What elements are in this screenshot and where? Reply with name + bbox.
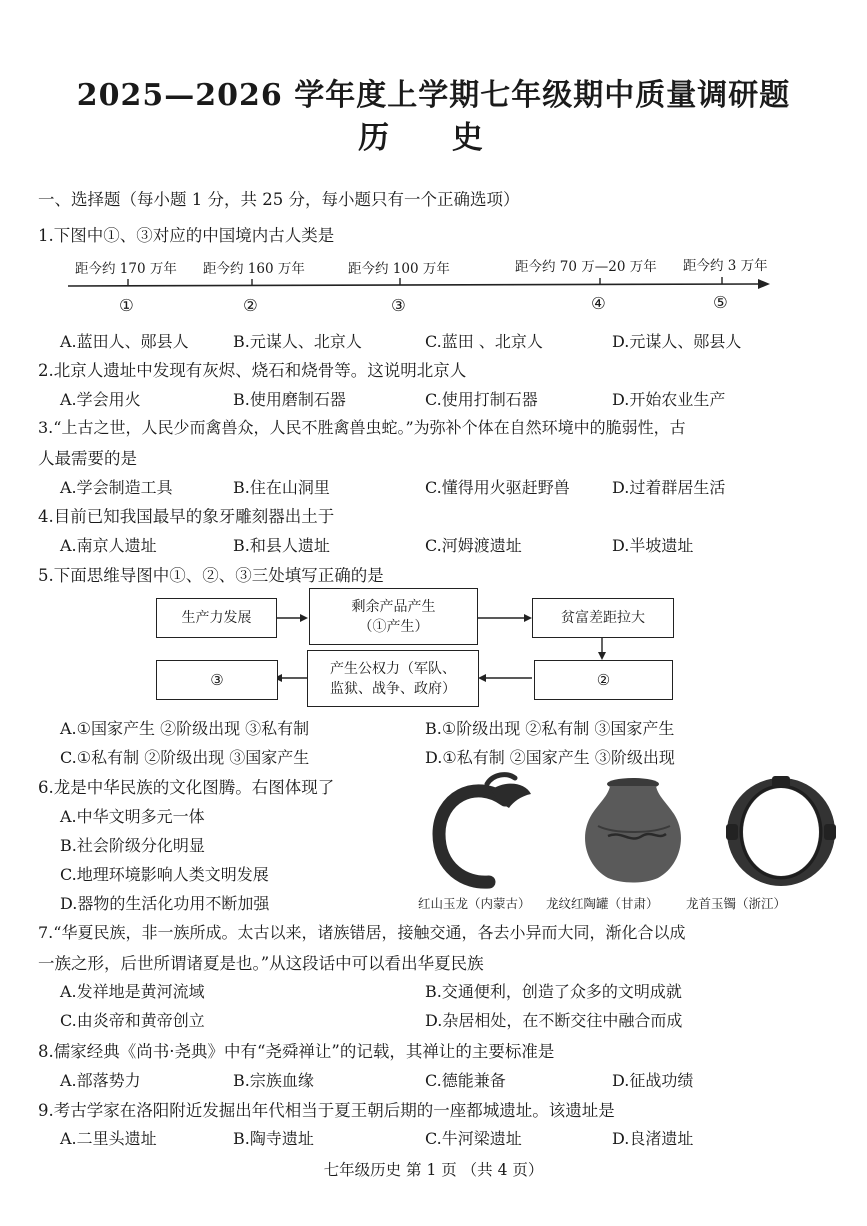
q3-option-c[interactable]: C.懂得用火驱赶野兽 — [425, 478, 570, 497]
question-3-stem-line1: 3.“上古之世，人民少而禽兽众，人民不胜禽兽虫蛇。”为弥补个体在自然环境中的脆弱性，古 — [38, 418, 686, 437]
q9-option-d[interactable]: D.良渚遗址 — [612, 1129, 694, 1148]
timeline-marker-5: ⑤ — [713, 293, 728, 312]
page-footer: 七年级历史 第 1 页 （共 4 页） — [323, 1161, 544, 1179]
q7-option-c[interactable]: C.由炎帝和黄帝创立 — [60, 1011, 205, 1030]
question-6-stem: 6.龙是中华民族的文化图腾。右图体现了 — [38, 778, 335, 797]
timeline-label-4: 距今约 70 万—20 万年 — [515, 259, 657, 275]
timeline-axis — [60, 276, 780, 296]
q8-option-b[interactable]: B.宗族血缘 — [233, 1071, 314, 1090]
q1-option-c[interactable]: C.蓝田 、北京人 — [425, 332, 543, 351]
q7-option-a[interactable]: A.发祥地是黄河流域 — [60, 982, 205, 1001]
timeline-label-3: 距今约 100 万年 — [348, 261, 450, 277]
q5-option-a[interactable]: A.①国家产生 ②阶级出现 ③私有制 — [60, 719, 310, 738]
q2-option-a[interactable]: A.学会用火 — [60, 390, 141, 409]
q9-option-b[interactable]: B.陶寺遗址 — [233, 1129, 314, 1148]
q3-option-b[interactable]: B.住在山洞里 — [233, 478, 330, 497]
q2-option-b[interactable]: B.使用磨制石器 — [233, 390, 346, 409]
subject-title: 历 史 — [358, 120, 509, 156]
timeline-marker-2: ② — [243, 296, 258, 315]
q6-option-a[interactable]: A.中华文明多元一体 — [60, 807, 205, 826]
mindmap-box-productivity: 生产力发展 — [156, 598, 277, 638]
question-4-stem: 4.目前已知我国最早的象牙雕刻器出土于 — [38, 507, 335, 526]
dragon-head-bracelet-image — [722, 774, 840, 890]
q6-option-c[interactable]: C.地理环境影响人类文明发展 — [60, 865, 269, 884]
q9-option-c[interactable]: C.牛河梁遗址 — [425, 1129, 522, 1148]
mindmap-box-public-power: 产生公权力（军队、 监狱、战争、政府） — [307, 650, 479, 707]
q7-option-b[interactable]: B.交通便利，创造了众多的文明成就 — [425, 982, 682, 1001]
timeline-label-1: 距今约 170 万年 — [75, 261, 177, 277]
q3-option-d[interactable]: D.过着群居生活 — [612, 478, 726, 497]
q4-option-c[interactable]: C.河姆渡遗址 — [425, 536, 522, 555]
question-7-stem-line1: 7.“华夏民族，非一族所成。太古以来，诸族错居，接触交通，各去小异而大同，渐化合以成 — [38, 923, 686, 942]
timeline-marker-1: ① — [119, 296, 134, 315]
question-1-stem: 1.下图中①、③对应的中国境内古人类是 — [38, 226, 335, 245]
q5-option-b[interactable]: B.①阶级出现 ②私有制 ③国家产生 — [425, 719, 675, 738]
q4-option-d[interactable]: D.半坡遗址 — [612, 536, 694, 555]
mindmap-box-2: ② — [534, 660, 673, 700]
question-7-stem-line2: 一族之形，后世所谓诸夏是也。”从这段话中可以看出华夏民族 — [38, 954, 484, 973]
q1-option-a[interactable]: A.蓝田人、郧县人 — [60, 332, 189, 351]
exam-title: 2025—2026 学年度上学期七年级期中质量调研题 — [76, 78, 791, 113]
question-3-stem-line2: 人最需要的是 — [38, 449, 137, 468]
q2-option-d[interactable]: D.开始农业生产 — [612, 390, 726, 409]
q8-option-d[interactable]: D.征战功绩 — [612, 1071, 694, 1090]
q5-option-c[interactable]: C.①私有制 ②阶级出现 ③国家产生 — [60, 748, 310, 767]
q3-option-a[interactable]: A.学会制造工具 — [60, 478, 173, 497]
image-caption-jade-dragon: 红山玉龙（内蒙古） — [418, 896, 531, 911]
q8-option-a[interactable]: A.部落势力 — [60, 1071, 141, 1090]
jade-dragon-image — [425, 772, 545, 890]
q6-option-d[interactable]: D.器物的生活化功用不断加强 — [60, 894, 270, 913]
image-caption-bracelet: 龙首玉镯（浙江） — [686, 896, 787, 911]
q8-option-c[interactable]: C.德能兼备 — [425, 1071, 506, 1090]
q4-option-b[interactable]: B.和县人遗址 — [233, 536, 330, 555]
question-9-stem: 9.考古学家在洛阳附近发掘出年代相当于夏王朝后期的一座都城遗址。该遗址是 — [38, 1101, 615, 1120]
image-caption-pottery-jar: 龙纹红陶罐（甘肃） — [546, 896, 659, 911]
q1-option-b[interactable]: B.元谋人、北京人 — [233, 332, 362, 351]
question-8-stem: 8.儒家经典《尚书·尧典》中有“尧舜禅让”的记载，其禅让的主要标准是 — [38, 1042, 555, 1061]
q6-option-b[interactable]: B.社会阶级分化明显 — [60, 836, 205, 855]
timeline-label-5: 距今约 3 万年 — [683, 258, 768, 274]
section-heading: 一、选择题（每小题 1 分，共 25 分，每小题只有一个正确选项） — [38, 190, 520, 209]
question-2-stem: 2.北京人遗址中发现有灰烬、烧石和烧骨等。这说明北京人 — [38, 361, 467, 380]
q1-option-d[interactable]: D.元谋人、郧县人 — [612, 332, 742, 351]
q9-option-a[interactable]: A.二里头遗址 — [60, 1129, 157, 1148]
timeline-marker-4: ④ — [591, 294, 606, 313]
mindmap-box-3: ③ — [156, 660, 278, 700]
q7-option-d[interactable]: D.杂居相处，在不断交往中融合而成 — [425, 1011, 683, 1030]
mindmap-box-surplus: 剩余产品产生 （①产生） — [309, 588, 478, 645]
question-5-stem: 5.下面思维导图中①、②、③三处填写正确的是 — [38, 566, 384, 585]
timeline-label-2: 距今约 160 万年 — [203, 261, 305, 277]
q2-option-c[interactable]: C.使用打制石器 — [425, 390, 538, 409]
dragon-pottery-jar-image — [578, 774, 688, 888]
timeline-marker-3: ③ — [391, 296, 406, 315]
mindmap-box-wealth-gap: 贫富差距拉大 — [532, 598, 674, 638]
q5-option-d[interactable]: D.①私有制 ②国家产生 ③阶级出现 — [425, 748, 675, 767]
q4-option-a[interactable]: A.南京人遗址 — [60, 536, 157, 555]
